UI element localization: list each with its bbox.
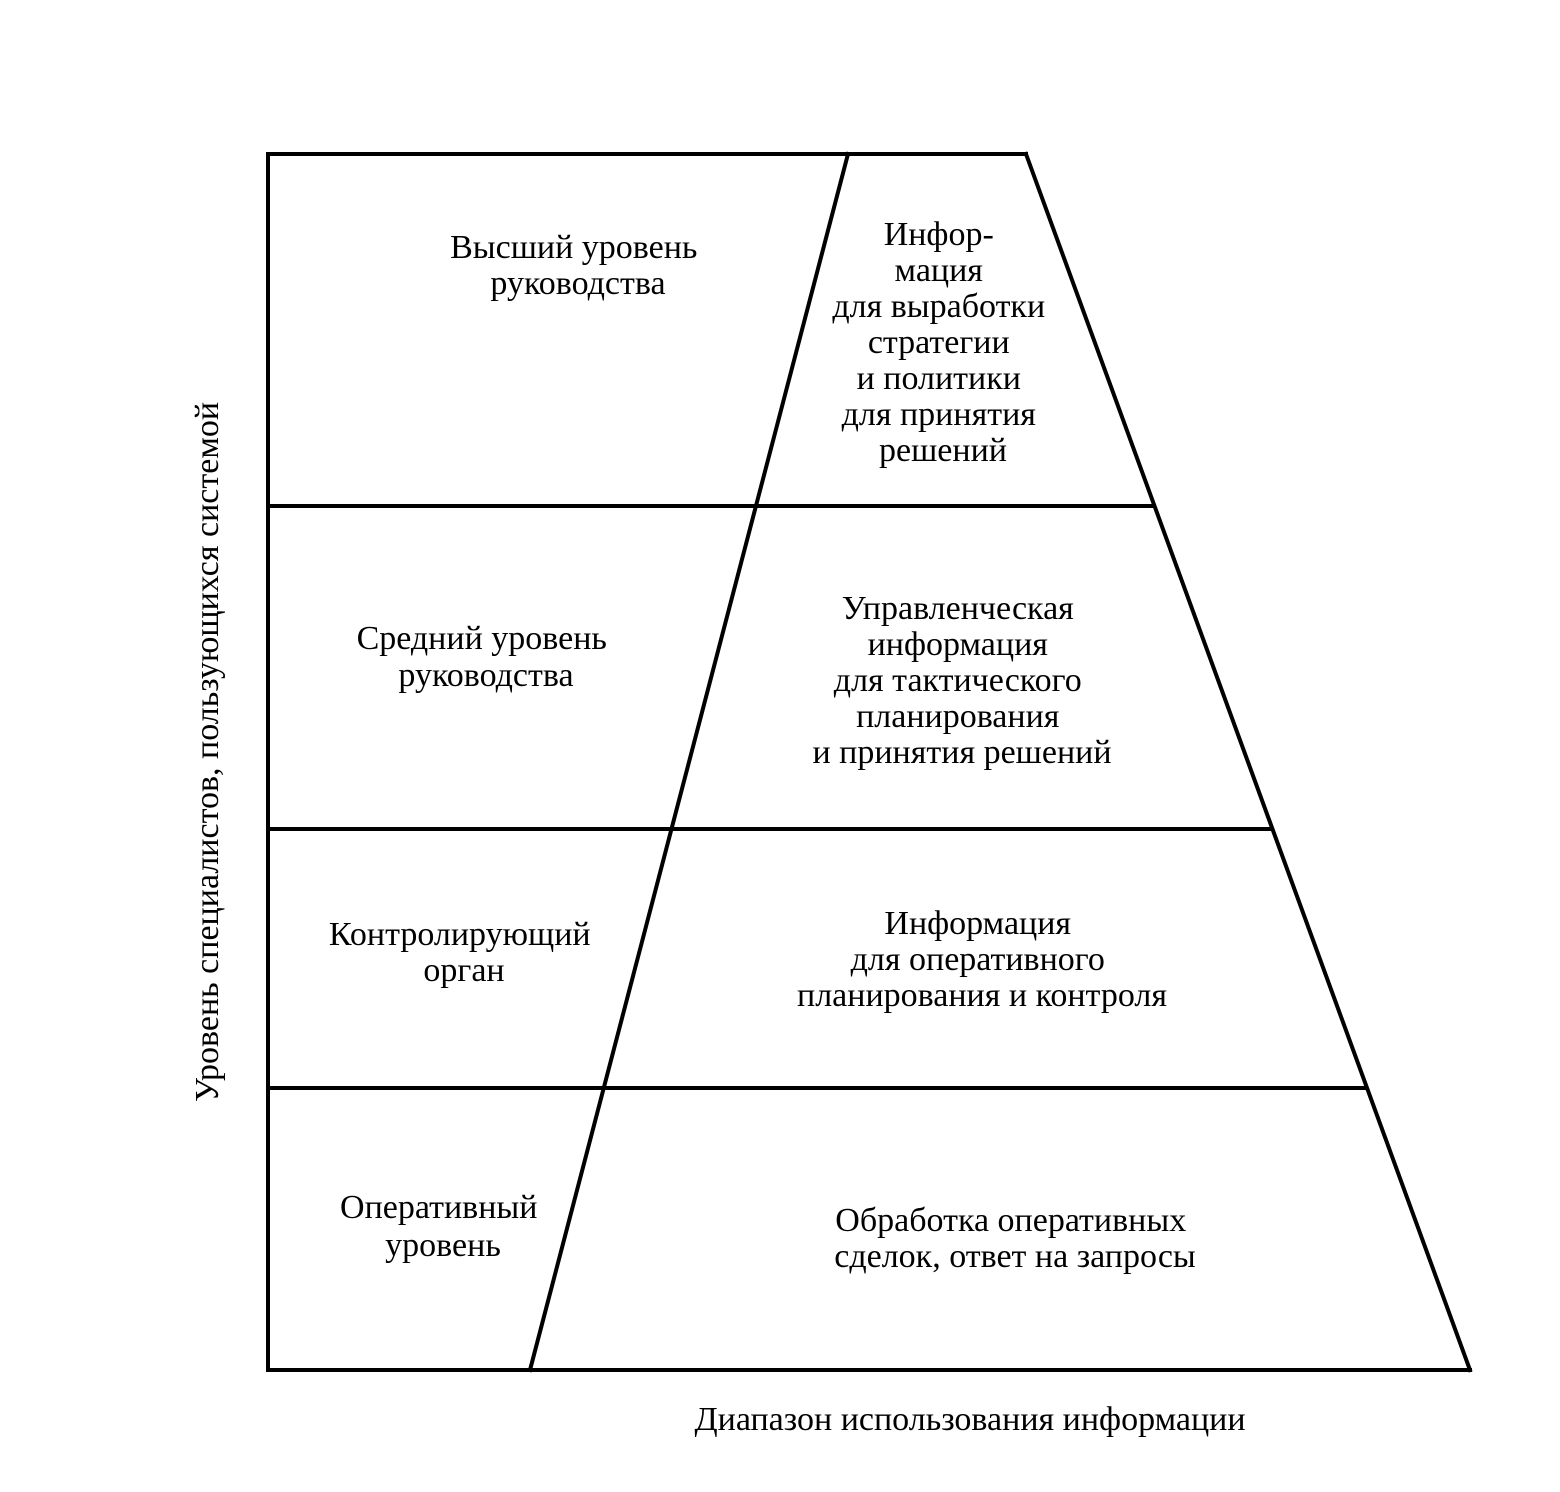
level-3-name [329, 916, 599, 989]
level-3-info-line: планирования и контроля [797, 977, 1167, 1014]
level-1-name-line: руководства [490, 265, 666, 302]
level-3-info-line: Информация [884, 905, 1072, 942]
pyramid-left-slant-edge [530, 154, 848, 1370]
level-2-info-line: планирования [856, 698, 1060, 735]
level-2-info-line: информация [867, 626, 1048, 663]
level-1-info-line: для выработки [832, 288, 1046, 325]
level-1-info-line: стратегии [867, 324, 1010, 361]
level-2-name-line: Средний уровень [356, 620, 607, 657]
level-1-info-line: Инфор- [883, 216, 994, 253]
level-1-info-line: мация [894, 252, 983, 289]
level-2-info-line: для тактического [833, 662, 1082, 699]
level-1-name-line: Высший уровень [450, 229, 698, 266]
y-axis-label: Уровень специалистов, пользующихся системой [189, 401, 226, 1103]
level-2-info [812, 590, 1111, 771]
level-3-info [797, 905, 1167, 1014]
level-2-name-line: руководства [398, 657, 574, 694]
level-4-name-line: уровень [385, 1227, 501, 1264]
level-3-info-line: для оперативного [850, 941, 1105, 978]
level-1-info-line: решений [879, 432, 1007, 469]
level-4-info-line: сделок, ответ на запросы [834, 1238, 1196, 1275]
level-1-name [450, 229, 706, 302]
level-1-info-line: для принятия [841, 396, 1036, 433]
level-4-name [340, 1189, 546, 1264]
level-1-info-line: и политики [856, 360, 1021, 397]
level-2-info-line: Управленческая [841, 590, 1074, 627]
level-3-name-line: орган [423, 952, 505, 989]
level-1-info [832, 216, 1053, 469]
level-4-info [834, 1202, 1196, 1275]
level-2-info-line: и принятия решений [812, 734, 1112, 771]
x-axis-label: Диапазон использования информации [694, 1401, 1246, 1438]
level-4-info-line: Обработка оперативных [835, 1202, 1187, 1239]
level-2-name [357, 620, 616, 694]
level-3-name-line: Контролирующий [328, 916, 591, 953]
level-4-name-line: Оперативный [340, 1189, 538, 1226]
